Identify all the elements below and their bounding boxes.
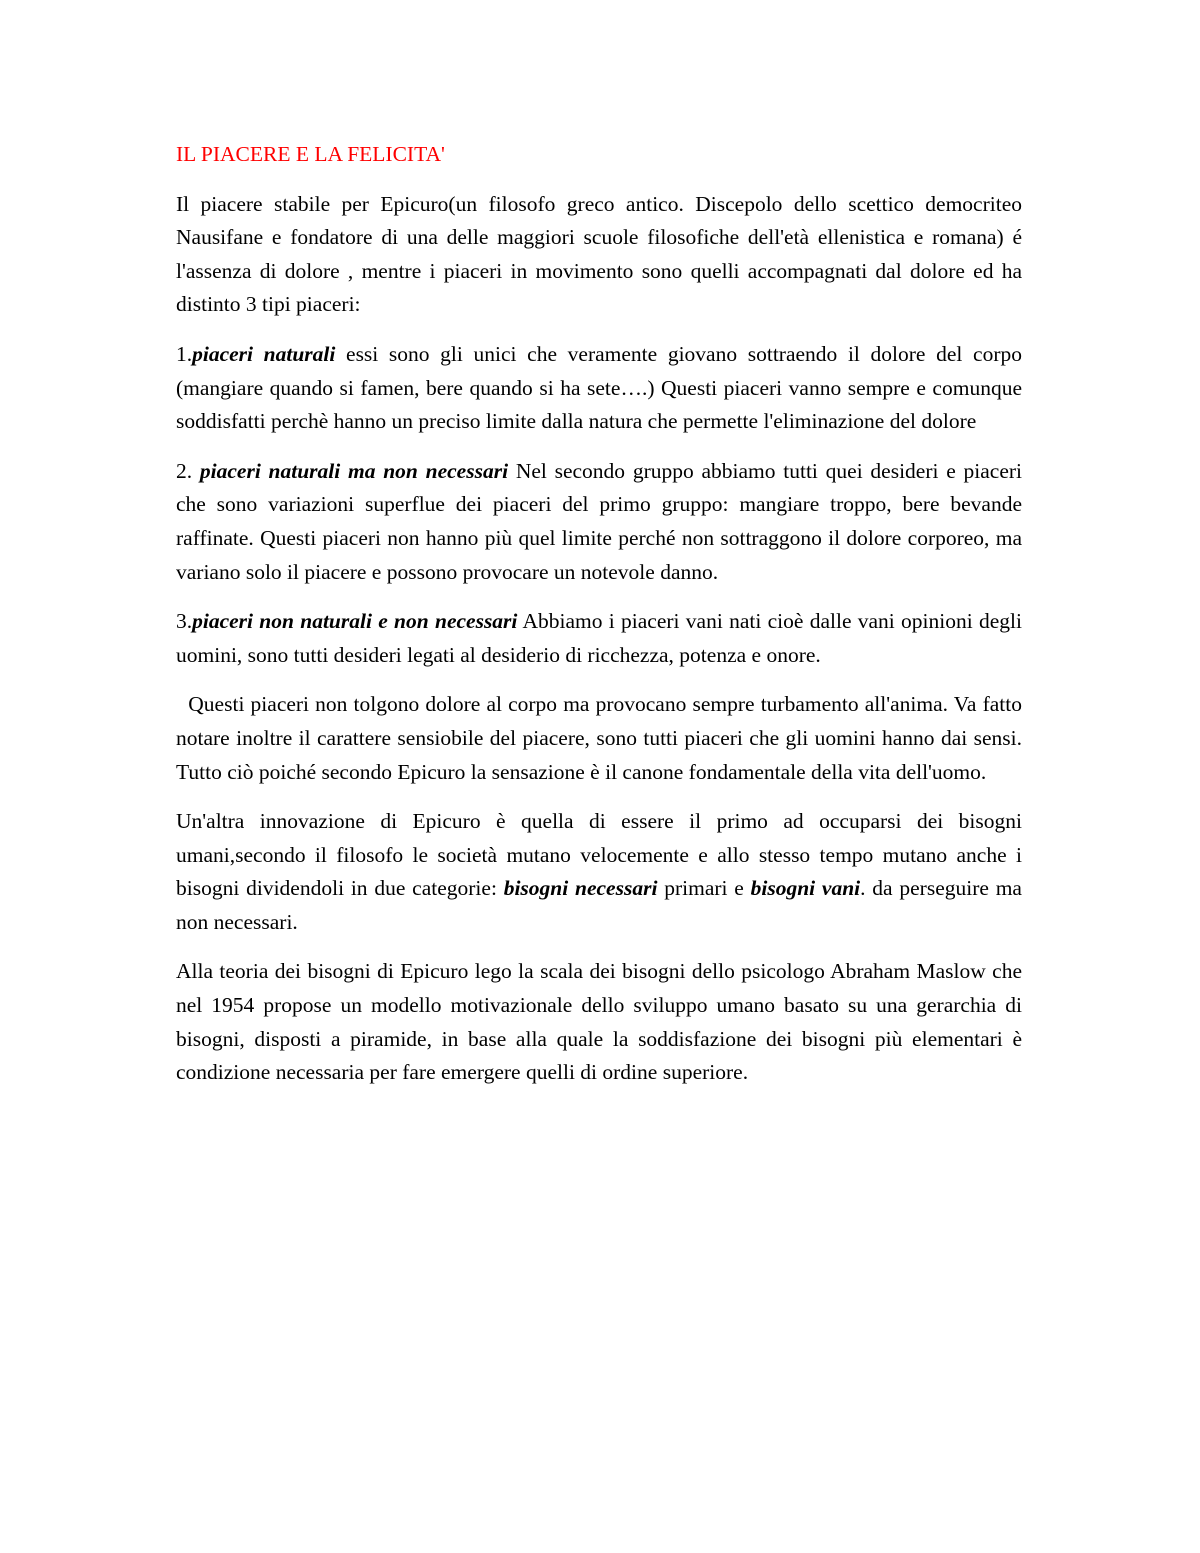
item-1-number: 1. (176, 341, 193, 366)
document-title: IL PIACERE E LA FELICITA' (176, 142, 445, 166)
item-2-paragraph (176, 455, 1022, 589)
item-2-number: 2. (176, 458, 200, 483)
needs-text-b: primari e (657, 876, 751, 901)
item-1-paragraph (176, 338, 1022, 439)
item-3-number: 3. (176, 609, 193, 634)
item-3-paragraph (176, 605, 1022, 672)
senses-paragraph: Questi piaceri non tolgono dolore al corpo ma provocano sempre turbamento all'anima. Va fatto notare inoltre il carattere sensiobile del piacere, sono tutti piaceri che gli uomini hanno dai sensi. Tutto ciò poiché secondo Epicuro la sensazione è il canone fondamentale della vita dell'uomo. (176, 692, 1028, 784)
maslow-paragraph: Alla teoria dei bisogni di Epicuro lego la scala dei bisogni dello psicologo Abraham Maslow che nel 1954 propose un modello motivazionale dello sviluppo umano basato su una gerarchia di bisogni, disposti a piramide, in base alla quale la soddisfazione dei bisogni più elementari è condizione necessaria per fare emergere quelli di ordine superiore. (176, 959, 1022, 1085)
item-2-term: piaceri naturali ma non necessari (199, 458, 509, 483)
item-1-text: essi sono gli unici che veramente giovano sottraendo il dolore del corpo (mangiare quando si famen, bere quando si ha sete….) Questi piaceri vanno sempre e comunque soddisfatti perchè hanno un preciso limite dalla natura che permette l'eliminazione del dolore (176, 341, 1022, 434)
item-1-term: piaceri naturali (192, 341, 336, 366)
needs-paragraph (176, 805, 1022, 939)
document-page (176, 138, 1028, 1106)
needs-text-a: Un'altra innovazione di Epicuro è quella di essere il primo ad occuparsi dei bisogni umani,secondo il filosofo le società mutano velocemente e allo stesso tempo mutano anche i bisogni dividendoli in due categorie: (176, 809, 1022, 901)
item-3-text: Abbiamo i piaceri vani nati cioè dalle vani opinioni degli uomini, sono tutti desideri legati al desiderio di ricchezza, potenza e onore. (176, 609, 1022, 667)
needs-term-vain: bisogni vani (750, 876, 861, 901)
needs-text-c: . da perseguire ma non necessari. (176, 876, 1022, 934)
item-2-text: Nel secondo gruppo abbiamo tutti quei desideri e piaceri che sono variazioni superflue dei piaceri del primo gruppo: mangiare troppo, bere bevande raffinate. Questi piaceri non hanno più quel limite perché non sottraggono il dolore corporeo, ma variano solo il piacere e possono provocare un notevole danno. (176, 458, 1023, 584)
needs-term-necessary: bisogni necessari (503, 876, 658, 901)
item-3-term: piaceri non naturali e non necessari (192, 609, 518, 634)
intro-paragraph: Il piacere stabile per Epicuro(un filosofo greco antico. Discepolo dello scettico democriteo Nausifane e fondatore di una delle maggiori scuole filosofiche dell'età ellenistica e romana) é l'assenza di dolore , mentre i piaceri in movimento sono quelli accompagnati dal dolore ed ha distinto 3 tipi piaceri: (176, 191, 1022, 317)
